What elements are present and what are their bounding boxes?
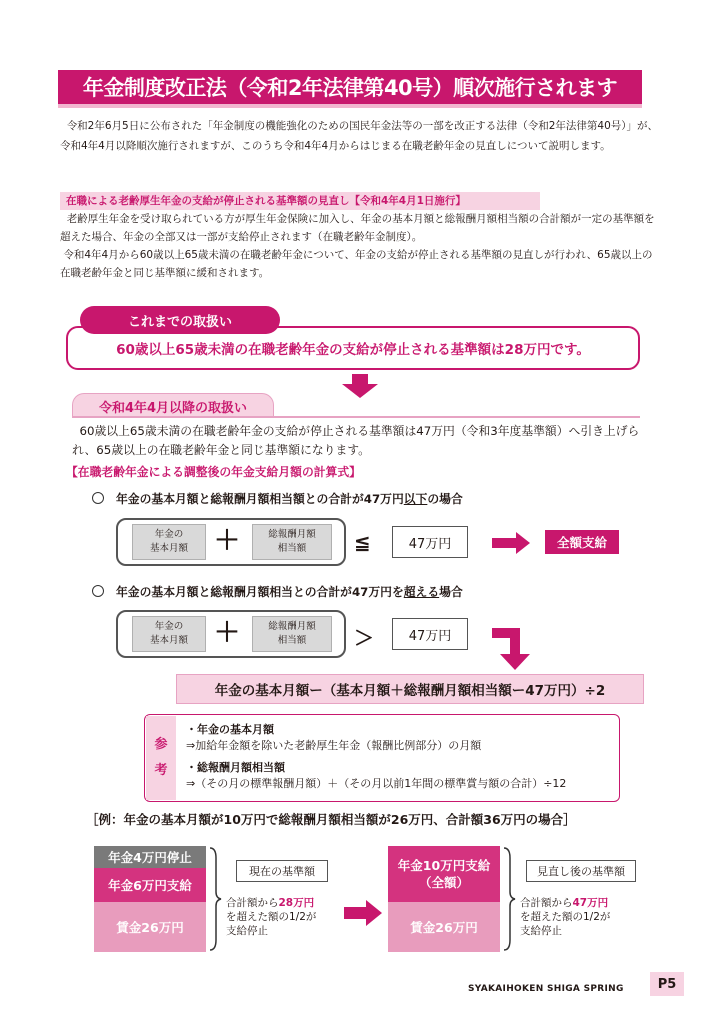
- plus-sign: ＋: [214, 618, 241, 648]
- ref-item-2-desc: ⇒（その月の標準報酬月額）＋（その月以前1年間の標準賞与額の合計）÷12: [186, 777, 567, 790]
- arrow-down-icon: [340, 374, 380, 398]
- case-1-threshold: 47万円: [392, 526, 468, 558]
- case-1-pension-box: 年金の 基本月額: [132, 524, 206, 560]
- new-brace-icon: [502, 846, 516, 952]
- footer-text: SYAKAIHOKEN SHIGA SPRING: [468, 984, 624, 994]
- ref-item-1-desc: ⇒加給年金額を除いた老齢厚生年金（報酬比例部分）の月額: [186, 739, 482, 752]
- page-number: P5: [650, 972, 684, 996]
- full-payment-badge: 全額支給: [545, 530, 619, 554]
- less-equal-sign: ≦: [354, 530, 371, 554]
- payment-formula: 年金の基本月額ー（基本月額＋総報酬月額相当額ー47万円）÷2: [176, 674, 644, 704]
- current-note: 合計額から28万円 を超えた額の1/2が 支給停止: [226, 897, 317, 937]
- case-2-condition: 年金の基本月額と総報酬月額相当との合計が47万円を超える場合: [92, 583, 463, 600]
- previous-rule-tab: これまでの取扱い: [80, 306, 280, 334]
- case-2-threshold: 47万円: [392, 618, 468, 650]
- current-stopped-bar: 年金4万円停止: [94, 846, 206, 868]
- case-2-salary-box: 総報酬月額 相当額: [252, 616, 332, 652]
- arrow-right-icon: [344, 900, 382, 926]
- case-2-pension-box: 年金の 基本月額: [132, 616, 206, 652]
- current-threshold-label: 現在の基準額: [236, 860, 328, 882]
- new-rule-tab: 令和4年4月以降の取扱い: [72, 393, 274, 418]
- ref-item-2-title: ・総報酬月額相当額: [186, 761, 285, 774]
- section-para-2: 令和4年4月から60歳以上65歳未満の在職老齢年金について、年金の支給が停止される基準額の見直しが行われ、65歳以上の在職老齢年金と同じ基準額に緩和されます。: [60, 249, 653, 279]
- plus-sign: ＋: [214, 526, 241, 556]
- reference-text: [186, 722, 616, 792]
- intro-paragraph: 令和2年6月5日に公布された「年金制度の機能強化のための国民年金法等の一部を改正する法律（令和2年法律第40号）」が、令和4年4月以降順次施行されますが、このうち令和4年4月からはじまる在職老齢年金の見直しについて説明します。: [60, 120, 659, 152]
- current-wage-bar: 賃金26万円: [94, 902, 206, 952]
- ref-item-1-title: ・年金の基本月額: [186, 723, 274, 736]
- new-rule-text: 60歳以上65歳未満の在職老齢年金の支給が停止される基準額は47万円（令和3年度基準額）へ引き上げられ、65歳以上の在職老齢年金と同じ基準額になります。: [72, 424, 640, 457]
- previous-rule-text: 60歳以上65歳未満の在職老齢年金の支給が停止される基準額は28万円です。: [116, 342, 590, 358]
- section-heading: 在職による老齢厚生年金の支給が停止される基準額の見直し【令和4年4月1日施行】: [60, 192, 540, 210]
- arrow-turn-down-icon: [492, 628, 532, 670]
- page-title: 年金制度改正法（令和2年法律第40号）順次施行されます: [58, 70, 642, 108]
- current-brace-icon: [208, 846, 222, 952]
- section-body: [60, 210, 660, 282]
- circle-bullet-icon: [92, 585, 104, 597]
- new-wage-bar: 賃金26万円: [388, 902, 500, 952]
- greater-than-sign: ＞: [354, 626, 374, 650]
- new-note: 合計額から47万円 を超えた額の1/2が 支給停止: [520, 897, 611, 937]
- section-para-1: 老齢厚生年金を受け取られている方が厚生年金保険に加入し、年金の基本月額と総報酬月額相当額の合計額が一定の基準額を超えた場合、年金の全部又は一部が支給停止されます（在職老齢年金制度）。: [60, 213, 655, 243]
- arrow-right-icon: [492, 532, 530, 554]
- new-threshold-label: 見直し後の基準額: [526, 860, 636, 882]
- current-paid-bar: 年金6万円支給: [94, 868, 206, 902]
- new-rule-divider: [72, 416, 640, 418]
- calc-heading: 【在職老齢年金による調整後の年金支給月額の計算式】: [66, 465, 361, 479]
- case-1-salary-box: 総報酬月額 相当額: [252, 524, 332, 560]
- circle-bullet-icon: [92, 492, 104, 504]
- case-1-condition: 年金の基本月額と総報酬月額相当額との合計が47万円以下の場合: [92, 490, 463, 507]
- new-paid-bar: 年金10万円支給 （全額）: [388, 846, 500, 902]
- example-heading: ［例：年金の基本月額が10万円で総報酬月額相当額が26万円、合計額36万円の場合］: [86, 812, 576, 827]
- reference-side-label: 参 考: [146, 716, 176, 800]
